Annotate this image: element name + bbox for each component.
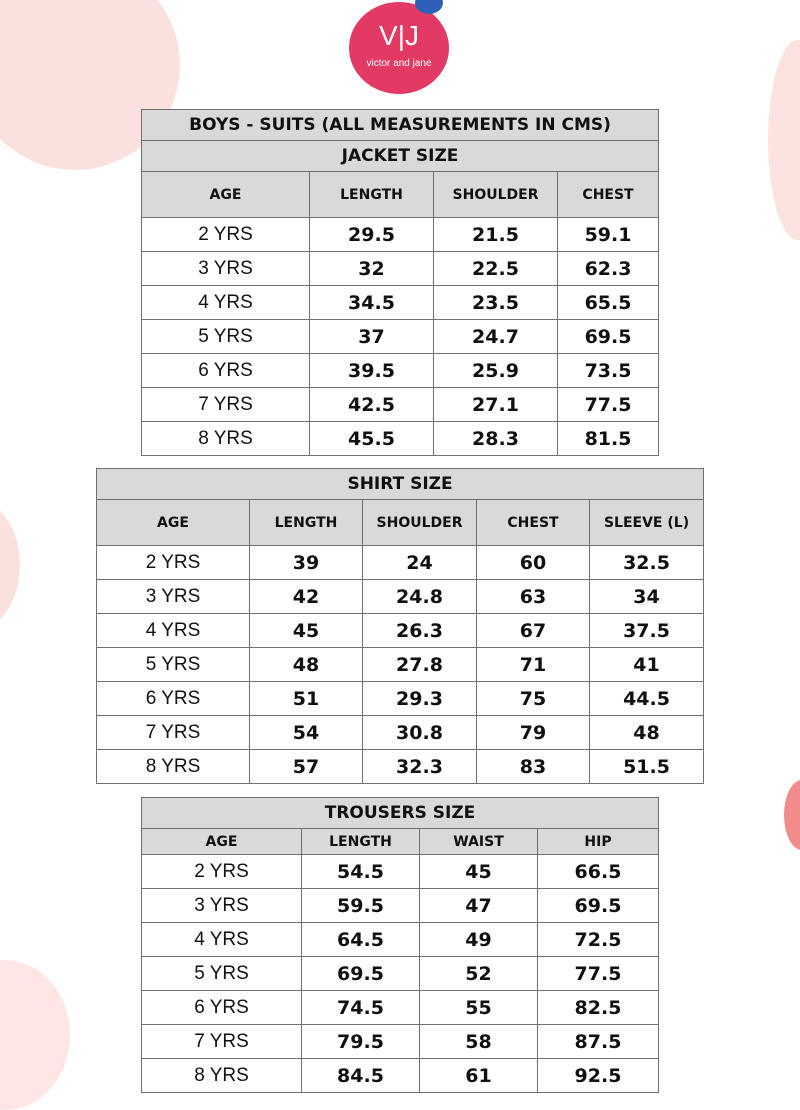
value-cell: 30.8 [363, 716, 477, 750]
table-row [142, 422, 659, 456]
age-cell: 3 YRS [97, 580, 250, 614]
column-header: LENGTH [250, 500, 363, 546]
column-header: SHOULDER [363, 500, 477, 546]
value-cell: 48 [590, 716, 704, 750]
age-cell: 8 YRS [142, 1059, 302, 1093]
age-cell: 6 YRS [97, 682, 250, 716]
value-cell: 49 [420, 923, 538, 957]
column-header: WAIST [420, 829, 538, 855]
value-cell: 69.5 [302, 957, 420, 991]
decor-blob-bottom-left [0, 960, 70, 1110]
age-cell: 6 YRS [142, 991, 302, 1025]
jacket-section-title: JACKET SIZE [142, 141, 659, 172]
age-cell: 7 YRS [142, 388, 310, 422]
trousers-header-row [142, 829, 659, 855]
decor-blob-mid-right [784, 780, 800, 850]
value-cell: 23.5 [434, 286, 558, 320]
shirt-header-row [97, 500, 704, 546]
age-cell: 5 YRS [142, 320, 310, 354]
table-row [97, 614, 704, 648]
value-cell: 79 [477, 716, 590, 750]
table-row [142, 320, 659, 354]
value-cell: 59.5 [302, 889, 420, 923]
decor-blob-mid-left [0, 500, 20, 630]
value-cell: 27.8 [363, 648, 477, 682]
value-cell: 37 [310, 320, 434, 354]
column-header: LENGTH [310, 172, 434, 218]
age-cell: 2 YRS [97, 546, 250, 580]
trousers-section-title: TROUSERS SIZE [142, 798, 659, 829]
jacket-header-row [142, 172, 659, 218]
value-cell: 45.5 [310, 422, 434, 456]
shirt-section-title: SHIRT SIZE [97, 469, 704, 500]
value-cell: 45 [250, 614, 363, 648]
value-cell: 39.5 [310, 354, 434, 388]
column-header: CHEST [558, 172, 659, 218]
logo-mark: V|J [379, 20, 419, 51]
column-header: CHEST [477, 500, 590, 546]
value-cell: 73.5 [558, 354, 659, 388]
age-cell: 2 YRS [142, 855, 302, 889]
table-row [142, 388, 659, 422]
logo-text: victor and jane [366, 58, 432, 69]
value-cell: 79.5 [302, 1025, 420, 1059]
table-row [142, 855, 659, 889]
table-row [97, 648, 704, 682]
age-cell: 4 YRS [142, 923, 302, 957]
value-cell: 24.8 [363, 580, 477, 614]
age-cell: 6 YRS [142, 354, 310, 388]
decor-blob-top-right [768, 40, 800, 240]
value-cell: 84.5 [302, 1059, 420, 1093]
value-cell: 32.5 [590, 546, 704, 580]
table-row [142, 1025, 659, 1059]
value-cell: 69.5 [558, 320, 659, 354]
brand-logo [349, 2, 449, 94]
value-cell: 87.5 [538, 1025, 659, 1059]
value-cell: 66.5 [538, 855, 659, 889]
table-row [142, 1059, 659, 1093]
column-header: AGE [97, 500, 250, 546]
value-cell: 39 [250, 546, 363, 580]
value-cell: 28.3 [434, 422, 558, 456]
value-cell: 72.5 [538, 923, 659, 957]
value-cell: 69.5 [538, 889, 659, 923]
value-cell: 34 [590, 580, 704, 614]
column-header: AGE [142, 829, 302, 855]
value-cell: 29.3 [363, 682, 477, 716]
value-cell: 29.5 [310, 218, 434, 252]
table-row [97, 682, 704, 716]
value-cell: 82.5 [538, 991, 659, 1025]
value-cell: 25.9 [434, 354, 558, 388]
value-cell: 44.5 [590, 682, 704, 716]
value-cell: 37.5 [590, 614, 704, 648]
value-cell: 42 [250, 580, 363, 614]
table-row [142, 889, 659, 923]
value-cell: 67 [477, 614, 590, 648]
age-cell: 2 YRS [142, 218, 310, 252]
table-row [142, 957, 659, 991]
table-row [142, 252, 659, 286]
value-cell: 51.5 [590, 750, 704, 784]
page-title: BOYS - SUITS (ALL MEASUREMENTS IN CMS) [142, 110, 659, 141]
value-cell: 71 [477, 648, 590, 682]
value-cell: 24.7 [434, 320, 558, 354]
value-cell: 32.3 [363, 750, 477, 784]
value-cell: 58 [420, 1025, 538, 1059]
age-cell: 7 YRS [142, 1025, 302, 1059]
value-cell: 83 [477, 750, 590, 784]
table-row [142, 923, 659, 957]
value-cell: 55 [420, 991, 538, 1025]
value-cell: 26.3 [363, 614, 477, 648]
value-cell: 61 [420, 1059, 538, 1093]
value-cell: 42.5 [310, 388, 434, 422]
column-header: SLEEVE (L) [590, 500, 704, 546]
value-cell: 64.5 [302, 923, 420, 957]
value-cell: 77.5 [538, 957, 659, 991]
value-cell: 47 [420, 889, 538, 923]
age-cell: 4 YRS [142, 286, 310, 320]
value-cell: 45 [420, 855, 538, 889]
age-cell: 3 YRS [142, 252, 310, 286]
table-row [97, 750, 704, 784]
age-cell: 8 YRS [142, 422, 310, 456]
column-header: SHOULDER [434, 172, 558, 218]
value-cell: 51 [250, 682, 363, 716]
column-header: AGE [142, 172, 310, 218]
table-row [97, 546, 704, 580]
value-cell: 41 [590, 648, 704, 682]
value-cell: 63 [477, 580, 590, 614]
table-row [142, 286, 659, 320]
value-cell: 60 [477, 546, 590, 580]
jacket-size-table [141, 109, 659, 456]
age-cell: 3 YRS [142, 889, 302, 923]
value-cell: 75 [477, 682, 590, 716]
value-cell: 32 [310, 252, 434, 286]
value-cell: 52 [420, 957, 538, 991]
value-cell: 21.5 [434, 218, 558, 252]
age-cell: 7 YRS [97, 716, 250, 750]
shirt-size-table [96, 468, 704, 784]
value-cell: 74.5 [302, 991, 420, 1025]
value-cell: 24 [363, 546, 477, 580]
age-cell: 8 YRS [97, 750, 250, 784]
table-row [142, 354, 659, 388]
value-cell: 59.1 [558, 218, 659, 252]
value-cell: 34.5 [310, 286, 434, 320]
value-cell: 92.5 [538, 1059, 659, 1093]
table-row [142, 218, 659, 252]
value-cell: 57 [250, 750, 363, 784]
table-row [142, 991, 659, 1025]
column-header: HIP [538, 829, 659, 855]
value-cell: 22.5 [434, 252, 558, 286]
value-cell: 65.5 [558, 286, 659, 320]
value-cell: 81.5 [558, 422, 659, 456]
value-cell: 62.3 [558, 252, 659, 286]
value-cell: 48 [250, 648, 363, 682]
value-cell: 54.5 [302, 855, 420, 889]
table-row [97, 580, 704, 614]
column-header: LENGTH [302, 829, 420, 855]
trousers-size-table [141, 797, 659, 1093]
value-cell: 27.1 [434, 388, 558, 422]
age-cell: 5 YRS [97, 648, 250, 682]
age-cell: 5 YRS [142, 957, 302, 991]
age-cell: 4 YRS [97, 614, 250, 648]
value-cell: 77.5 [558, 388, 659, 422]
value-cell: 54 [250, 716, 363, 750]
table-row [97, 716, 704, 750]
